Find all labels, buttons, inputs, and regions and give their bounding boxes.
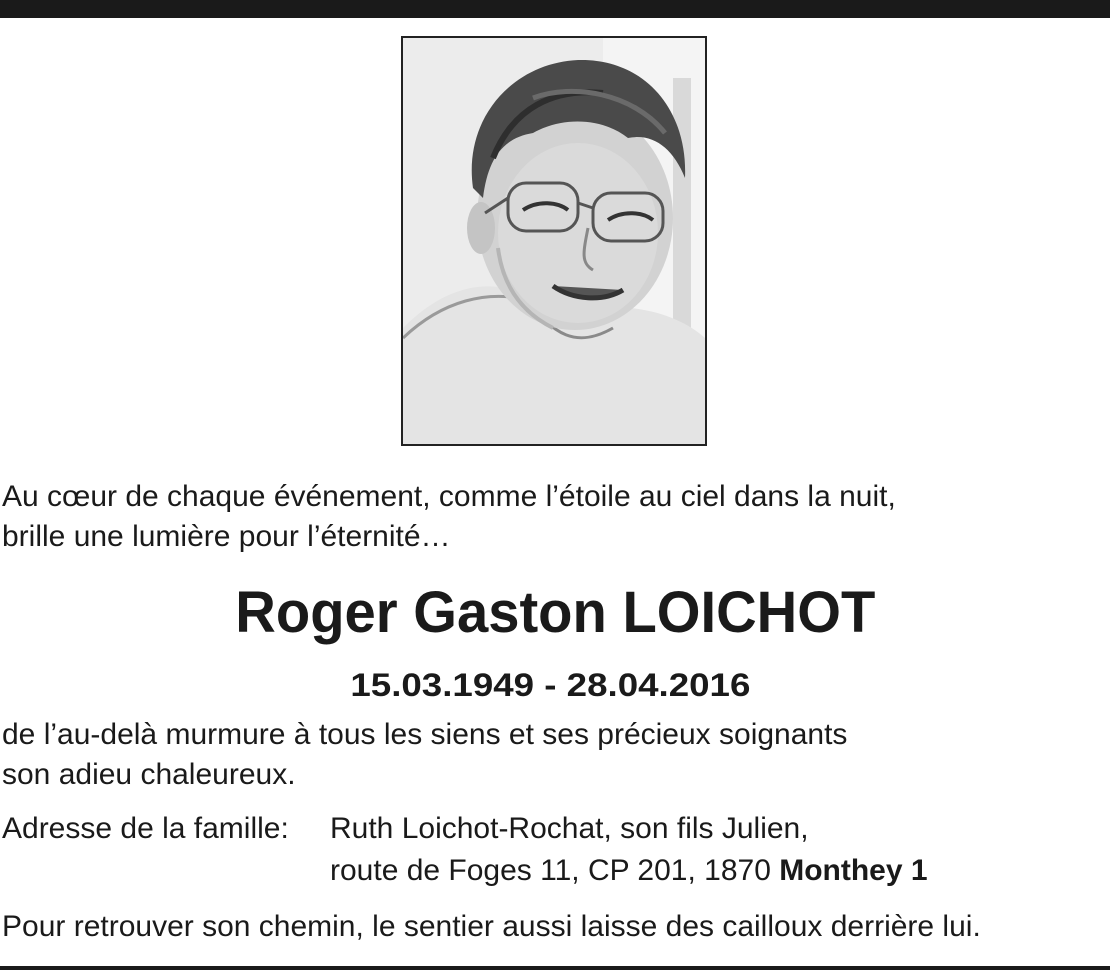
deceased-name: Roger Gaston LOICHOT [234, 580, 875, 645]
message-line-1: de l’au-delà murmure à tous les siens et ses précieux soignants [2, 718, 848, 751]
family-address-line-1: Ruth Loichot-Rochat, son fils Julien, [330, 812, 809, 845]
portrait-illustration [403, 38, 705, 444]
message-line-2: son adieu chaleureux. [2, 758, 296, 791]
portrait-photo [401, 36, 707, 446]
family-address-line-2 [330, 854, 928, 888]
bottom-rule [0, 966, 1110, 970]
epigraph-line-2: brille une lumière pour l’éternité… [2, 520, 451, 553]
family-address-label: Adresse de la famille: [2, 812, 289, 845]
family-address-street: route de Foges 11, CP 201, 1870 [330, 854, 771, 887]
life-dates: 15.03.1949 - 28.04.2016 [350, 667, 750, 703]
closing-line: Pour retrouver son chemin, le sentier aussi laisse des cailloux derrière lui. [2, 910, 981, 943]
family-address-city: Monthey 1 [779, 854, 928, 887]
top-rule [0, 0, 1110, 18]
epigraph-line-1: Au cœur de chaque événement, comme l’étoile au ciel dans la nuit, [2, 480, 896, 513]
